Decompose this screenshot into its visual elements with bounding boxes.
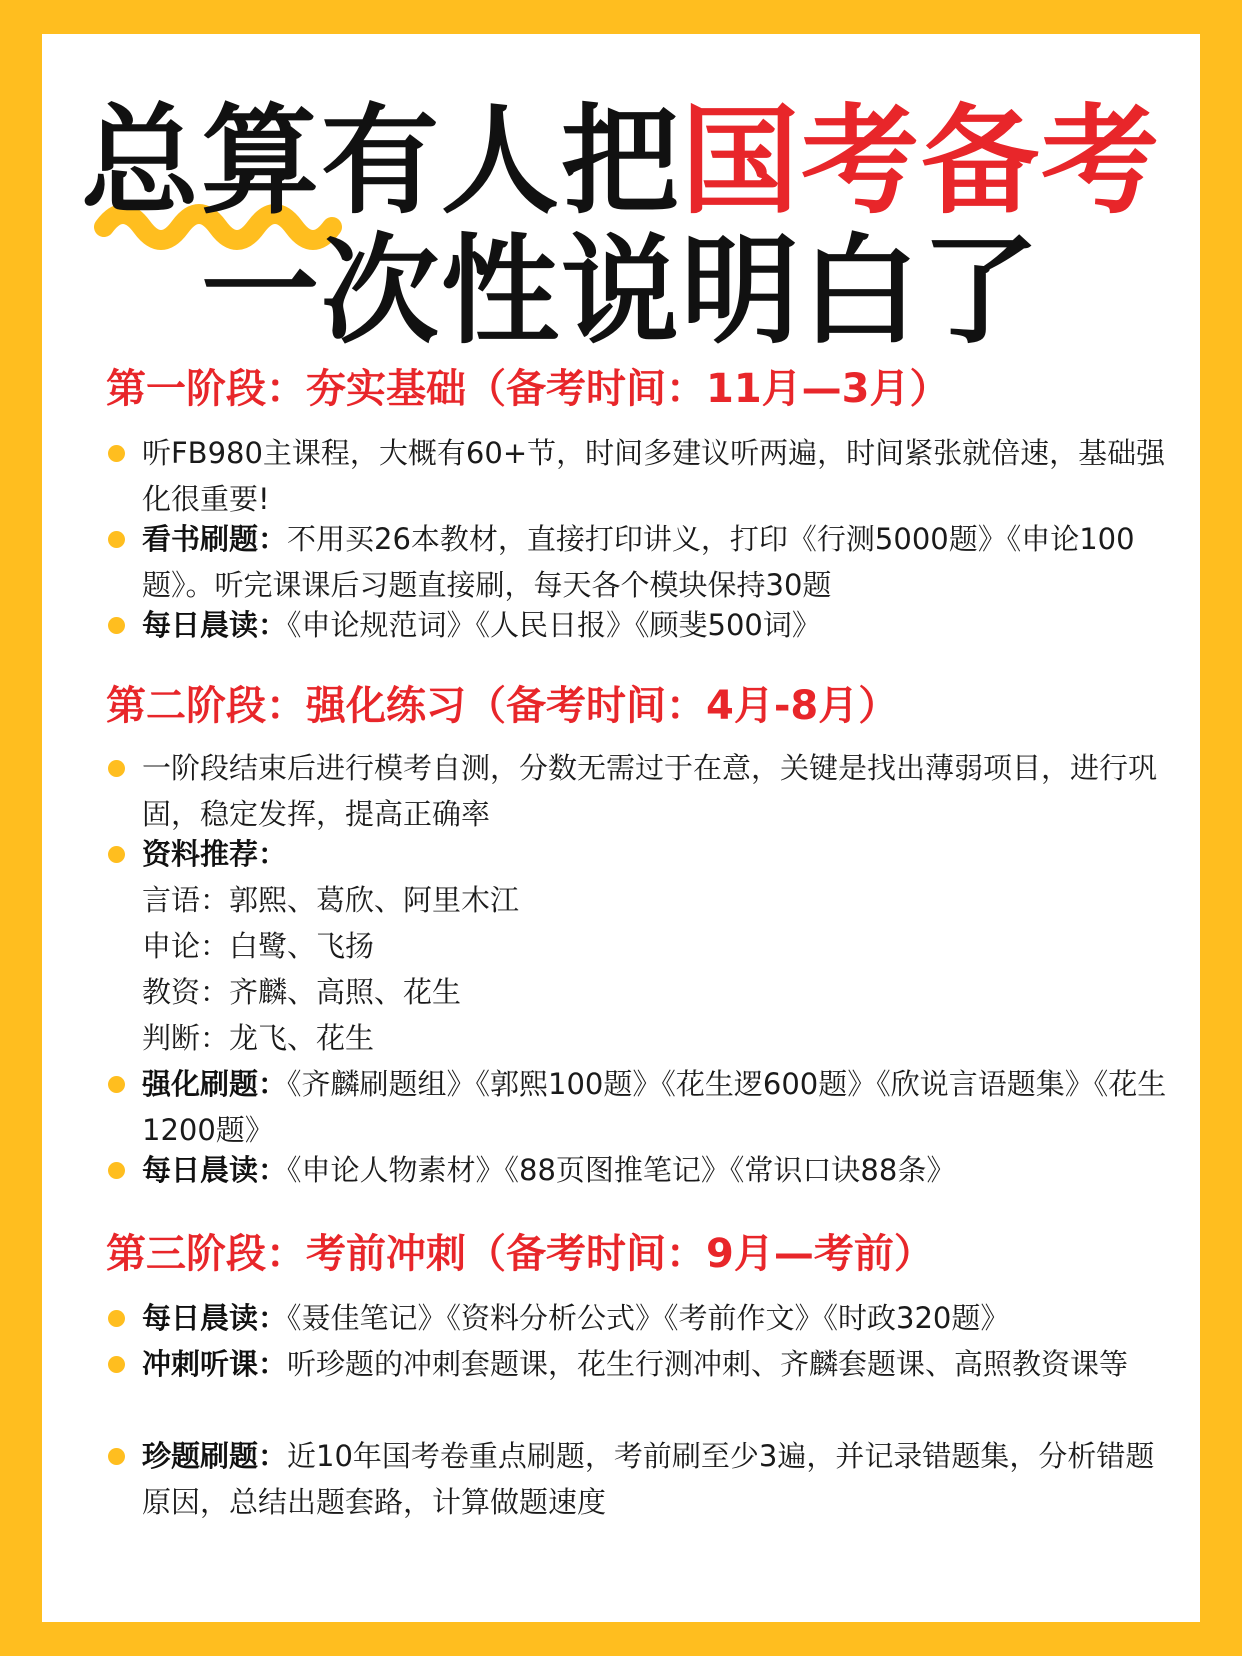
title-black-part: 总算有人把	[80, 92, 681, 230]
stage2-heading: 第二阶段：强化练习（备考时间：4月-8月）	[106, 683, 899, 729]
bullet-dot-icon	[108, 1076, 125, 1093]
stage1-heading: 第一阶段：夯实基础（备考时间：11月—3月）	[106, 366, 950, 412]
item-text: 听珍题的冲刺套题课，花生行测冲刺、齐麟套题课、高照教资课等	[287, 1347, 1129, 1381]
material-line: 教资：齐麟、高照、花生	[142, 975, 462, 1009]
item-label: 强化刷题：	[142, 1067, 288, 1101]
bullet-dot-icon	[108, 445, 125, 462]
bullet-dot-icon	[108, 1310, 125, 1327]
stage3-item-2	[142, 1341, 1172, 1387]
bullet-dot-icon	[108, 617, 125, 634]
material-line: 判断：龙飞、花生	[142, 1021, 375, 1055]
material-line: 言语：郭熙、葛欣、阿里木江	[142, 883, 520, 917]
item-label: 冲刺听课：	[142, 1347, 288, 1381]
bullet-dot-icon	[108, 846, 125, 863]
bullet-dot-icon	[108, 531, 125, 548]
stage2-item-2	[142, 831, 1172, 877]
title-red-part: 国考备考	[681, 92, 1162, 230]
stage1-item-1	[142, 430, 1172, 522]
stage1-item-2	[142, 516, 1172, 608]
bullet-dot-icon	[108, 1448, 125, 1465]
item-text: 近10年国考卷重点刷题，考前刷至少3遍，并记录错题集，分析错题原因，总结出题套路，计算做题速度	[142, 1439, 1155, 1519]
stage2-item-1	[142, 745, 1172, 837]
item-text: 《聂佳笔记》《资料分析公式》《考前作文》《时政320题》	[287, 1301, 1010, 1335]
content-card	[42, 34, 1200, 1622]
item-label: 珍题刷题：	[142, 1439, 288, 1473]
item-label: 每日晨读：	[142, 1301, 288, 1335]
item-text: 听FB980主课程，大概有60+节，时间多建议听两遍，时间紧张就倍速，基础强化很重要!	[142, 436, 1166, 516]
bullet-dot-icon	[108, 760, 125, 777]
item-text: 《申论人物素材》《88页图推笔记》《常识口诀88条》	[287, 1153, 956, 1187]
item-text: 一阶段结束后进行模考自测，分数无需过于在意，关键是找出薄弱项目，进行巩固，稳定发挥，提高正确率	[142, 751, 1158, 831]
item-text: 不用买26本教材，直接打印讲义，打印《行测5000题》《申论100题》。听完课课后习题直接刷，每天各个模块保持30题	[142, 522, 1135, 602]
item-label: 每日晨读：	[142, 1153, 288, 1187]
title-line-2: 一次性说明白了	[200, 222, 1041, 360]
item-text: 《申论规范词》《人民日报》《顾斐500词》	[287, 608, 821, 642]
stage2-item-4	[142, 1147, 1172, 1193]
item-label: 看书刷题：	[142, 522, 288, 556]
item-label: 每日晨读：	[142, 608, 288, 642]
bullet-dot-icon	[108, 1162, 125, 1179]
stage3-item-1	[142, 1295, 1172, 1341]
stage3-item-3	[142, 1433, 1172, 1525]
material-line: 申论：白鹭、飞扬	[142, 929, 375, 963]
item-label: 资料推荐：	[142, 837, 288, 871]
stage2-item-3	[142, 1061, 1172, 1153]
bullet-dot-icon	[108, 1356, 125, 1373]
title-line-1	[42, 92, 1200, 230]
item-text: 《齐麟刷题组》《郭熙100题》《花生逻600题》《欣说言语题集》《花生1200题》	[142, 1067, 1167, 1147]
stage3-heading: 第三阶段：考前冲刺（备考时间：9月—考前）	[106, 1231, 934, 1277]
stage1-item-3	[142, 602, 1172, 648]
